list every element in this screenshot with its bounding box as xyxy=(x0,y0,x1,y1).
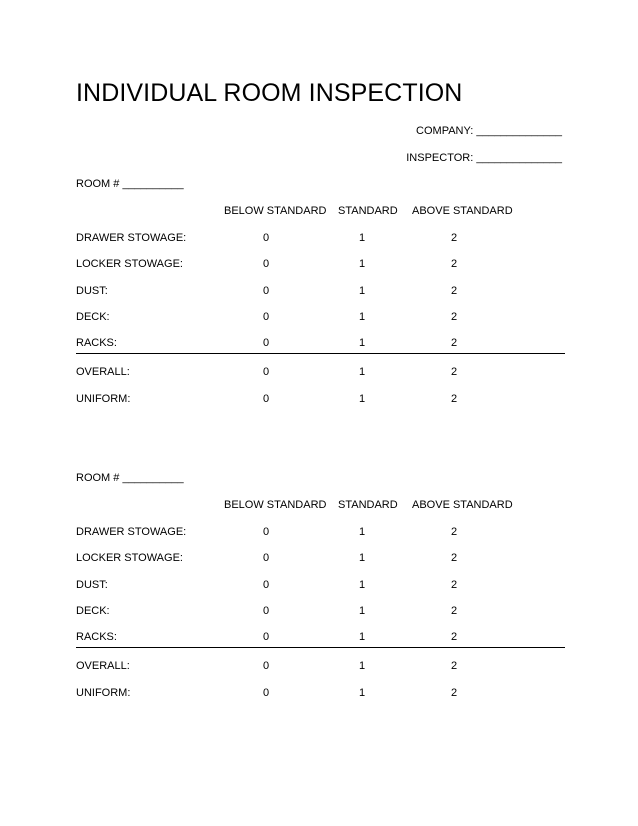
score-standard: 1 xyxy=(358,393,366,405)
score-below: 0 xyxy=(262,258,270,270)
score-standard: 1 xyxy=(358,337,366,349)
score-below: 0 xyxy=(262,687,270,699)
row-label: LOCKER STOWAGE: xyxy=(76,552,183,564)
row-label: DRAWER STOWAGE: xyxy=(76,232,187,244)
score-above: 2 xyxy=(450,579,458,591)
score-standard: 1 xyxy=(358,605,366,617)
score-below: 0 xyxy=(262,337,270,349)
row-label: LOCKER STOWAGE: xyxy=(76,258,183,270)
row-racks xyxy=(76,336,565,350)
row-deck xyxy=(76,310,565,324)
score-below: 0 xyxy=(262,393,270,405)
inspection-section-1 xyxy=(76,177,565,407)
score-standard: 1 xyxy=(358,687,366,699)
header-below-standard: BELOW STANDARD xyxy=(224,205,327,217)
score-standard: 1 xyxy=(358,285,366,297)
score-below: 0 xyxy=(262,232,270,244)
score-above: 2 xyxy=(450,552,458,564)
score-standard: 1 xyxy=(358,311,366,323)
row-locker-stowage xyxy=(76,551,565,565)
row-dust xyxy=(76,578,565,592)
row-label: DUST: xyxy=(76,285,108,297)
header-above-standard: ABOVE STANDARD xyxy=(412,205,513,217)
row-overall xyxy=(76,659,565,673)
row-label: UNIFORM: xyxy=(76,687,131,699)
room-number-field: ROOM # __________ xyxy=(76,472,184,484)
score-above: 2 xyxy=(450,258,458,270)
row-label: RACKS: xyxy=(76,631,117,643)
row-racks xyxy=(76,630,565,644)
score-standard: 1 xyxy=(358,366,366,378)
score-above: 2 xyxy=(450,285,458,297)
row-label: OVERALL: xyxy=(76,660,130,672)
row-label: DRAWER STOWAGE: xyxy=(76,526,187,538)
score-below: 0 xyxy=(262,631,270,643)
score-below: 0 xyxy=(262,552,270,564)
score-above: 2 xyxy=(450,337,458,349)
header-standard: STANDARD xyxy=(338,499,398,511)
score-below: 0 xyxy=(262,285,270,297)
room-number-field: ROOM # __________ xyxy=(76,178,184,190)
header-standard: STANDARD xyxy=(338,205,398,217)
row-label: OVERALL: xyxy=(76,366,130,378)
company-field: COMPANY: ______________ xyxy=(416,125,562,137)
section-divider xyxy=(76,647,565,648)
inspection-section-2 xyxy=(76,471,565,701)
header-above-standard: ABOVE STANDARD xyxy=(412,499,513,511)
row-label: RACKS: xyxy=(76,337,117,349)
section-divider xyxy=(76,353,565,354)
score-above: 2 xyxy=(450,526,458,538)
score-standard: 1 xyxy=(358,552,366,564)
score-above: 2 xyxy=(450,660,458,672)
row-label: UNIFORM: xyxy=(76,393,131,405)
row-drawer-stowage xyxy=(76,525,565,539)
score-above: 2 xyxy=(450,232,458,244)
row-label: DECK: xyxy=(76,605,110,617)
score-below: 0 xyxy=(262,660,270,672)
score-below: 0 xyxy=(262,366,270,378)
score-standard: 1 xyxy=(358,660,366,672)
row-drawer-stowage xyxy=(76,231,565,245)
score-standard: 1 xyxy=(358,232,366,244)
row-uniform xyxy=(76,686,565,700)
score-above: 2 xyxy=(450,393,458,405)
score-standard: 1 xyxy=(358,258,366,270)
row-uniform xyxy=(76,392,565,406)
row-label: DECK: xyxy=(76,311,110,323)
inspector-field: INSPECTOR: ______________ xyxy=(406,152,562,164)
score-standard: 1 xyxy=(358,526,366,538)
row-deck xyxy=(76,604,565,618)
header-below-standard: BELOW STANDARD xyxy=(224,499,327,511)
row-dust xyxy=(76,284,565,298)
score-below: 0 xyxy=(262,526,270,538)
score-below: 0 xyxy=(262,605,270,617)
row-label: DUST: xyxy=(76,579,108,591)
score-above: 2 xyxy=(450,366,458,378)
score-above: 2 xyxy=(450,687,458,699)
score-below: 0 xyxy=(262,311,270,323)
score-above: 2 xyxy=(450,605,458,617)
score-above: 2 xyxy=(450,631,458,643)
score-below: 0 xyxy=(262,579,270,591)
score-standard: 1 xyxy=(358,631,366,643)
page-title: INDIVIDUAL ROOM INSPECTION xyxy=(76,79,463,107)
score-above: 2 xyxy=(450,311,458,323)
row-overall xyxy=(76,365,565,379)
score-standard: 1 xyxy=(358,579,366,591)
row-locker-stowage xyxy=(76,257,565,271)
